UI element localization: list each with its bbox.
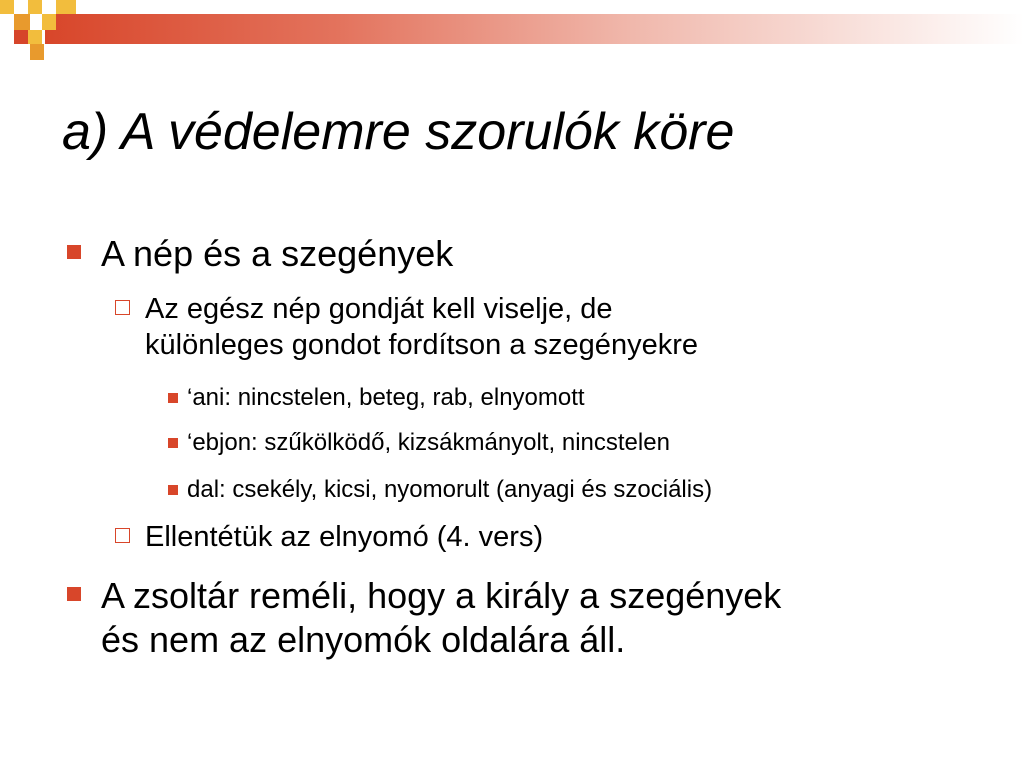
bullet-square-icon bbox=[67, 587, 81, 601]
bullet-text: A zsoltár reméli, hogy a király a szegények bbox=[101, 575, 782, 616]
bullet-text-continued: és nem az elnyomók oldalára áll. bbox=[101, 619, 626, 660]
bullet-text: dal: csekély, kicsi, nyomorult (anyagi és szociális) bbox=[187, 476, 713, 503]
bullet-text: A nép és a szegények bbox=[101, 233, 454, 274]
checker-logo-icon bbox=[0, 0, 80, 62]
list-item bbox=[67, 574, 781, 662]
list-item bbox=[168, 475, 712, 505]
list-item bbox=[168, 428, 670, 458]
bullet-text: ‘ani: nincstelen, beteg, rab, elnyomott bbox=[187, 384, 585, 411]
bullet-small-square-icon bbox=[168, 393, 178, 403]
bullet-small-square-icon bbox=[168, 485, 178, 495]
bullet-hollow-square-icon bbox=[115, 528, 130, 543]
list-item bbox=[115, 519, 543, 555]
list-item bbox=[67, 232, 453, 276]
bullet-text: ‘ebjon: szűkölködő, kizsákmányolt, nincstelen bbox=[187, 429, 670, 456]
bullet-text-continued: különleges gondot fordítson a szegényekre bbox=[145, 329, 698, 361]
bullet-hollow-square-icon bbox=[115, 300, 130, 315]
bullet-text: Ellentétük az elnyomó (4. vers) bbox=[145, 521, 544, 553]
list-item bbox=[115, 291, 698, 363]
slide-title: a) A védelemre szorulók köre bbox=[62, 103, 735, 161]
header-gradient-band bbox=[45, 14, 1024, 44]
bullet-square-icon bbox=[67, 245, 81, 259]
bullet-small-square-icon bbox=[168, 438, 178, 448]
bullet-text: Az egész nép gondját kell viselje, de bbox=[145, 293, 613, 325]
list-item bbox=[168, 383, 585, 413]
